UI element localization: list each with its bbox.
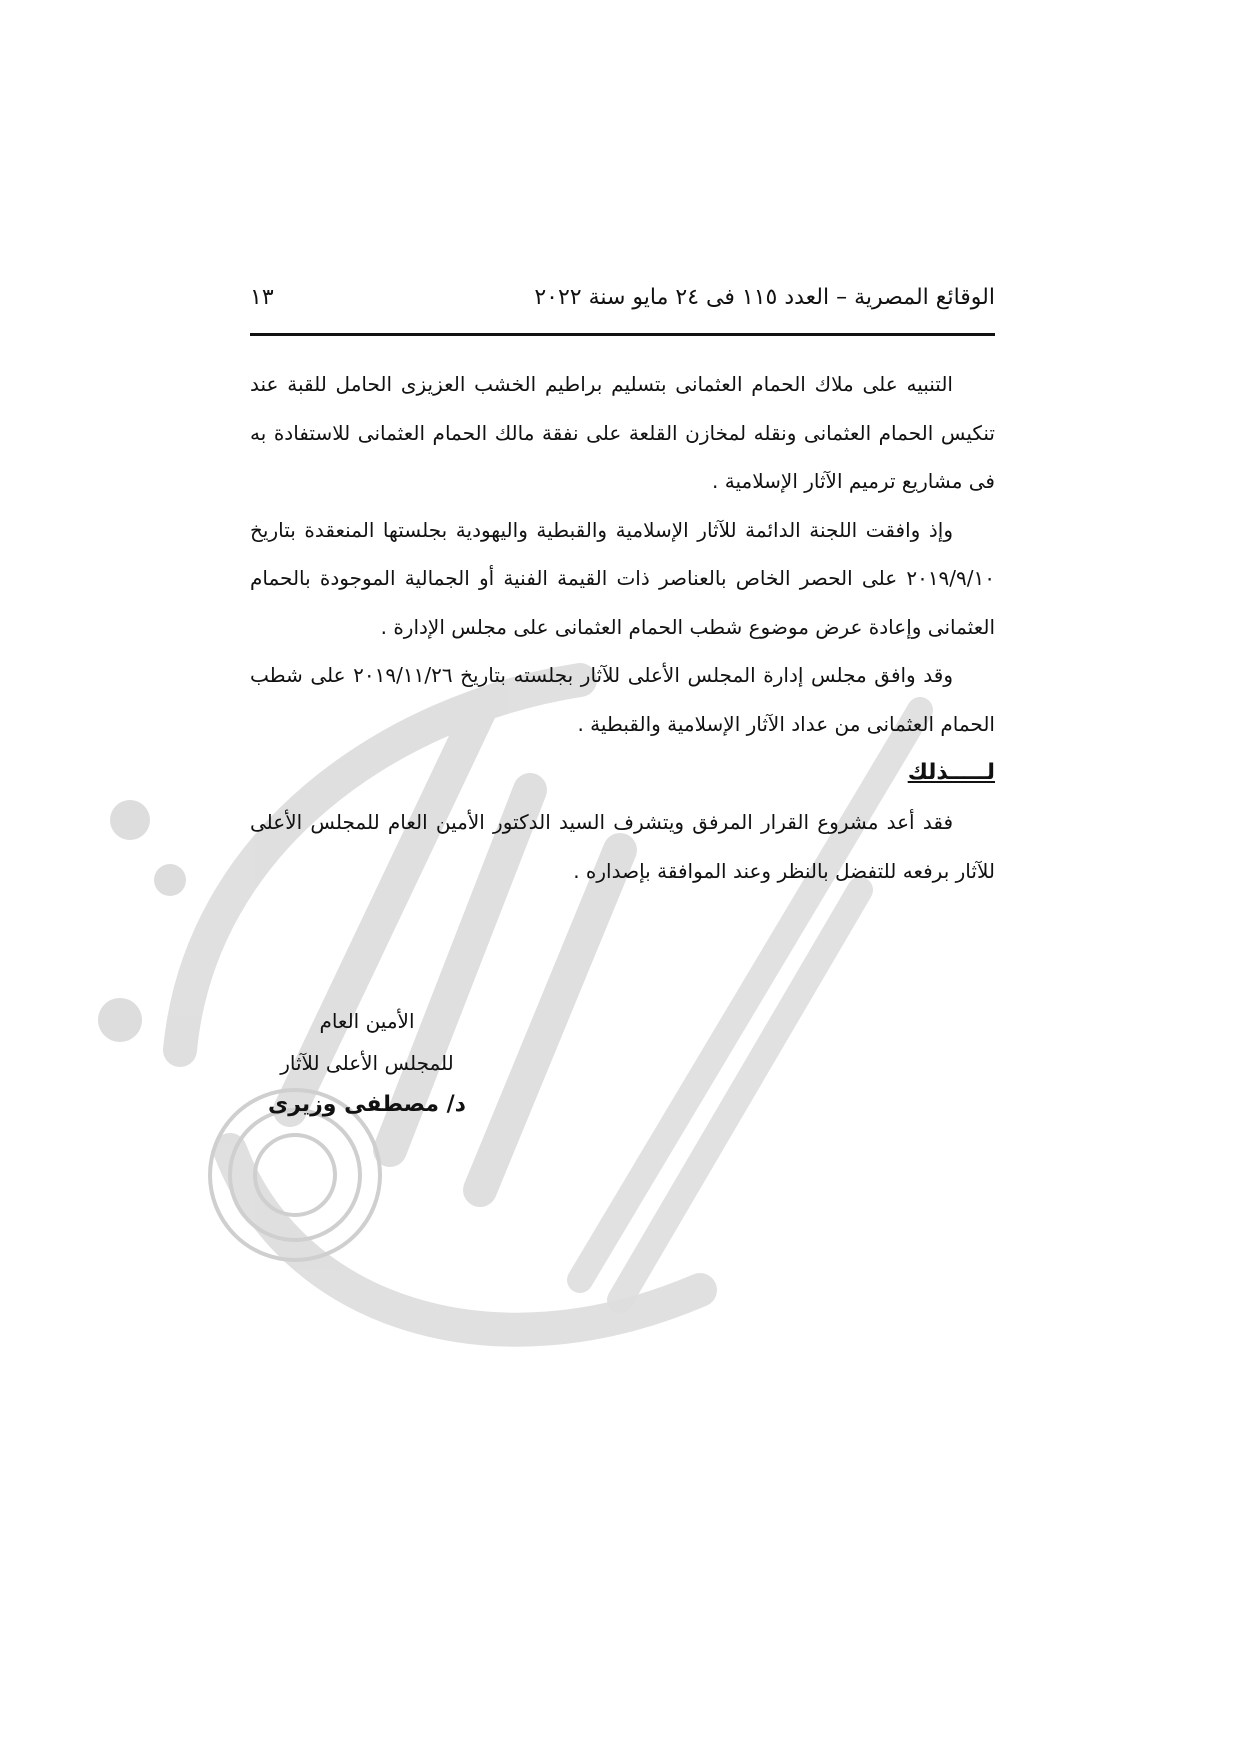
signature-organization: للمجلس الأعلى للآثار xyxy=(280,1051,454,1075)
page-number: ١٣ xyxy=(250,285,274,310)
gazette-title: الوقائع المصرية – العدد ١١٥ فى ٢٤ مايو سنة ٢٠٢٢ xyxy=(534,285,995,310)
signature-block xyxy=(262,1000,472,1126)
header-divider xyxy=(250,333,995,336)
section-heading: لـــــذلك xyxy=(907,760,995,785)
page-header xyxy=(250,285,995,325)
paragraph-1: التنبيه على ملاك الحمام العثمانى بتسليم براطيم الخشب العزيزى الحامل للقبة عند تنكيس الحمام العثمانى ونقله لمخازن القلعة على نفقة مالك الحمام العثمانى للاستفادة به فى مشاريع ترميم الآثار الإسلامية . xyxy=(250,372,995,493)
signatory-name: د/ مصطفى وزيرى xyxy=(268,1092,466,1117)
paragraph-4: فقد أعد مشروع القرار المرفق ويتشرف السيد الدكتور الأمين العام للمجلس الأعلى للآثار برفعه للتفضل بالنظر وعند الموافقة بإصداره . xyxy=(250,810,995,883)
document-body xyxy=(250,360,995,895)
signature-title: الأمين العام xyxy=(319,1009,415,1033)
paragraph-3: وقد وافق مجلس إدارة المجلس الأعلى للآثار بجلسته بتاريخ ٢٠١٩/١١/٢٦ على شطب الحمام العثمانى من عداد الآثار الإسلامية والقبطية . xyxy=(250,663,995,736)
paragraph-2: وإذ وافقت اللجنة الدائمة للآثار الإسلامية والقبطية واليهودية بجلستها المنعقدة بتاريخ ٢٠١٩/٩/١٠ على الحصر الخاص بالعناصر ذات القيمة الفنية أو الجمالية الموجودة بالحمام العثمانى وإعادة عرض موضوع شطب الحمام العثمانى على مجلس الإدارة . xyxy=(250,517,995,639)
